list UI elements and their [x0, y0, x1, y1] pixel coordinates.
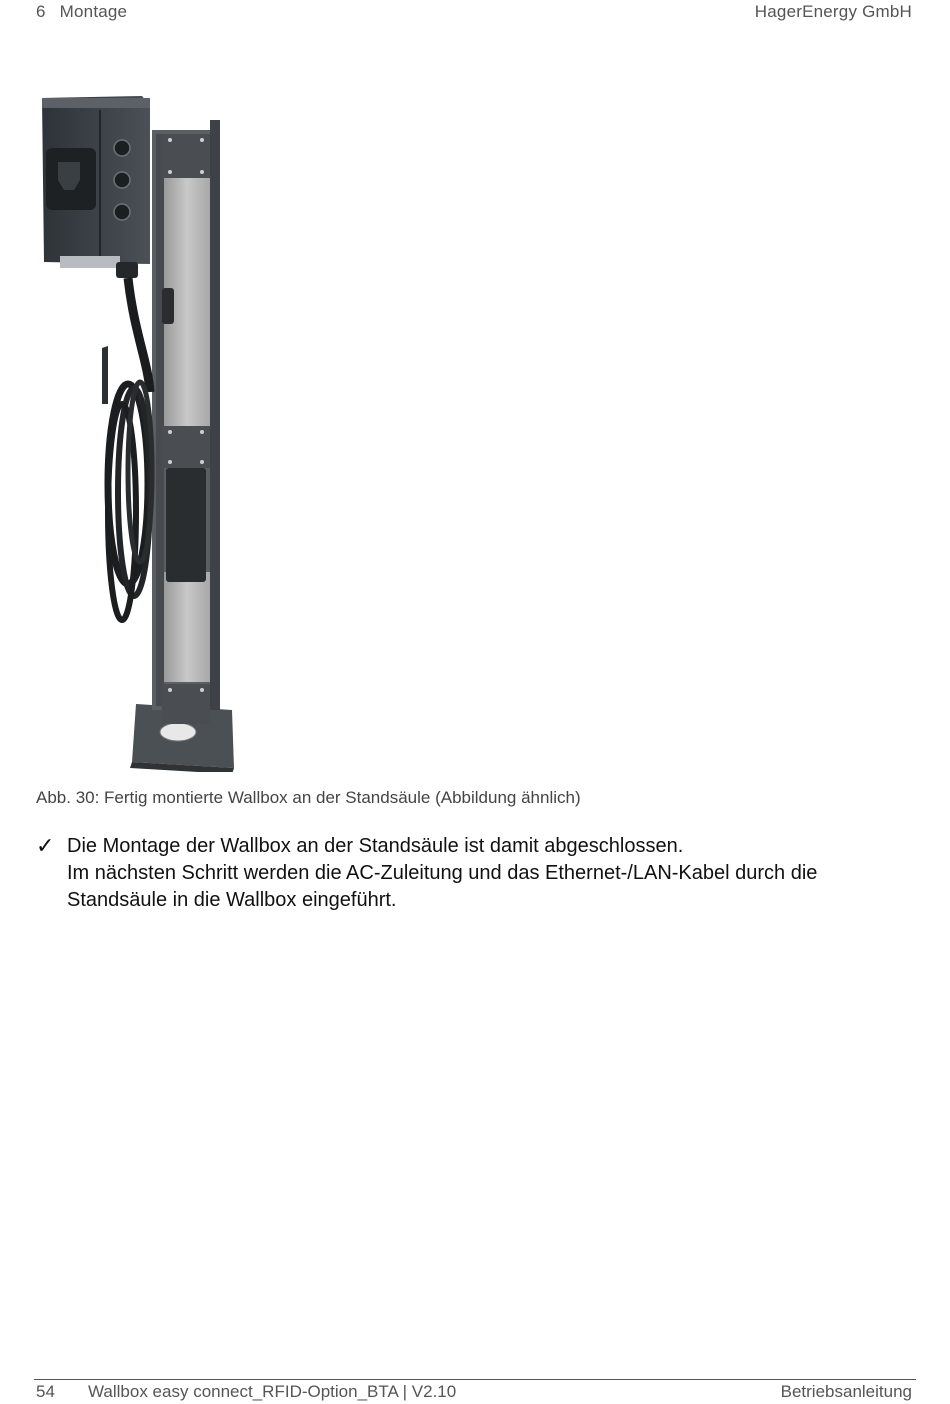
figure-caption: Abb. 30: Fertig montierte Wallbox an der Standsäule (Abbildung ähnlich): [36, 788, 581, 807]
chapter-title: Montage: [59, 2, 128, 21]
wallbox-on-pedestal-photo: [36, 92, 256, 772]
result-statement: [36, 833, 896, 914]
wallbox-pedestal-illustration: [36, 92, 256, 772]
result-line: Standsäule in die Wallbox eingeführt.: [67, 889, 397, 911]
result-line: Die Montage der Wallbox an der Standsäule ist damit abgeschlossen.: [67, 835, 684, 857]
document-type: Betriebsanleitung: [780, 1382, 912, 1401]
page-number: 54: [36, 1382, 55, 1401]
footer-divider: [34, 1379, 916, 1380]
running-header-company: HagerEnergy GmbH: [754, 2, 912, 21]
result-line: Im nächsten Schritt werden die AC-Zuleitung und das Ethernet-/LAN-Kabel durch die: [67, 862, 818, 884]
running-header-chapter: [36, 2, 127, 22]
checkmark-icon: ✓: [36, 833, 55, 858]
result-text: [67, 833, 896, 914]
chapter-number: 6: [36, 2, 46, 21]
document-title: Wallbox easy connect_RFID-Option_BTA | V2.10: [88, 1382, 457, 1401]
